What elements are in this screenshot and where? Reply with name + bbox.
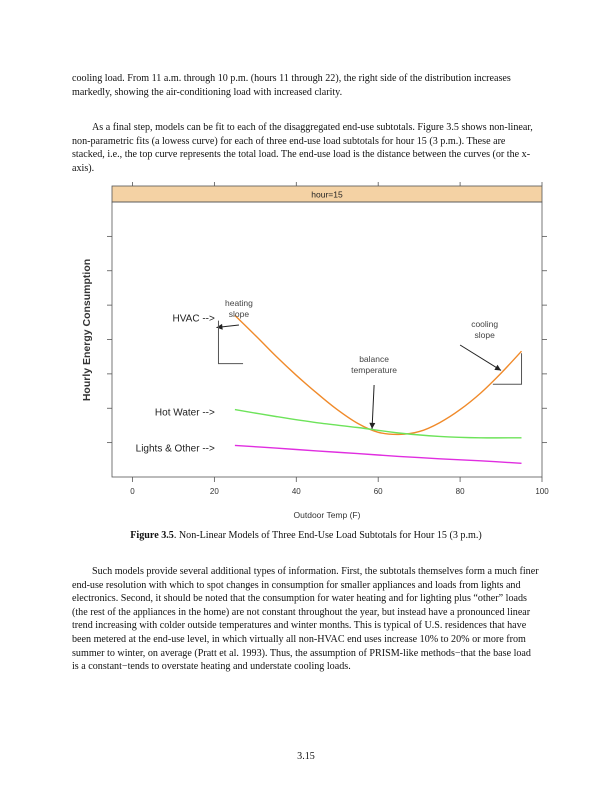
x-tick-label: 60	[373, 487, 383, 496]
paragraph-intro: cooling load. From 11 a.m. through 10 p.m. (hours 11 through 22), the right side of the distribution increases markedly, showing the air-conditioning load with increased clarity.	[72, 73, 511, 98]
series-labels	[136, 313, 215, 454]
annotation-heating-slope-line: slope	[228, 309, 250, 319]
annotation-balance-temperature-line: temperature	[351, 365, 398, 375]
annotation-cooling-slope-line: cooling	[471, 319, 499, 329]
x-tick-label: 0	[130, 487, 135, 496]
figure-caption	[72, 530, 540, 541]
annotation-balance-temperature-line: balance	[359, 354, 389, 364]
x-tick-label: 40	[291, 487, 301, 496]
x-tick-label: 80	[455, 487, 465, 496]
series-label-2: Lights & Other -->	[135, 443, 215, 455]
page-number: 3.15	[297, 751, 315, 762]
paragraph-discussion: Such models provide several additional types of information. First, the subtotals themselves form a much finer end-use resolution with which to spot changes in consumption for smaller appliances and loads from lights and electronics. Second, it should be noted that the consumption for water heating and for lighting plus “other” loads (the rest of the appliances in the home) are not constant throughout the year, but instead have a pronounced linear trend increasing with colder outside temperatures and winter months. This is typical of U.S. residences that have been metered at the end-use level, in which virtually all non-HVAC end uses increase 10% to 20% or more from summer to winter, on average (Pratt et al. 1993). Thus, the assumption of PRISM-like methods−that the base load is a constant−tends to overstate heating and understate cooling loads.	[72, 566, 539, 673]
x-axis-label: Outdoor Temp (F)	[293, 510, 361, 520]
arrow-balance-temperature	[372, 385, 374, 429]
arrow-cooling-slope-head	[494, 365, 501, 371]
arrow-heating-slope-head	[216, 324, 222, 330]
x-tick-label: 20	[209, 487, 219, 496]
strip-label: hour=15	[311, 189, 343, 200]
series-line-1	[235, 410, 522, 438]
series-label-1: Hot Water -->	[154, 407, 215, 419]
annotations	[216, 298, 521, 429]
x-tick-label: 100	[535, 487, 549, 496]
figure-chart	[72, 182, 552, 527]
figure-caption-label: Figure 3.5	[130, 530, 174, 541]
arrow-cooling-slope	[460, 345, 501, 370]
annotation-cooling-slope-line: slope	[474, 330, 495, 340]
series-line-2	[235, 445, 522, 463]
figure-caption-text: . Non-Linear Models of Three End-Use Load Subtotals for Hour 15 (3 p.m.)	[173, 530, 482, 541]
y-axis-label: Hourly Energy Consumption	[81, 258, 93, 402]
series-label-0: HVAC -->	[172, 313, 215, 325]
arrow-balance-temperature-head	[369, 423, 375, 429]
paragraph-figure-intro: As a final step, models can be fit to each of the disaggregated end-use subtotals. Figure 3.5 shows non-linear, non-parametric fits (a lowess curve) for each of three end-use load subtotals for hour 15 (3 p.m.). These are stacked, i.e., the top curve represents the total load. The end-use load is the distance between the curves (or the x-axis).	[72, 122, 533, 174]
annotation-heating-slope-line: heating	[225, 298, 253, 308]
